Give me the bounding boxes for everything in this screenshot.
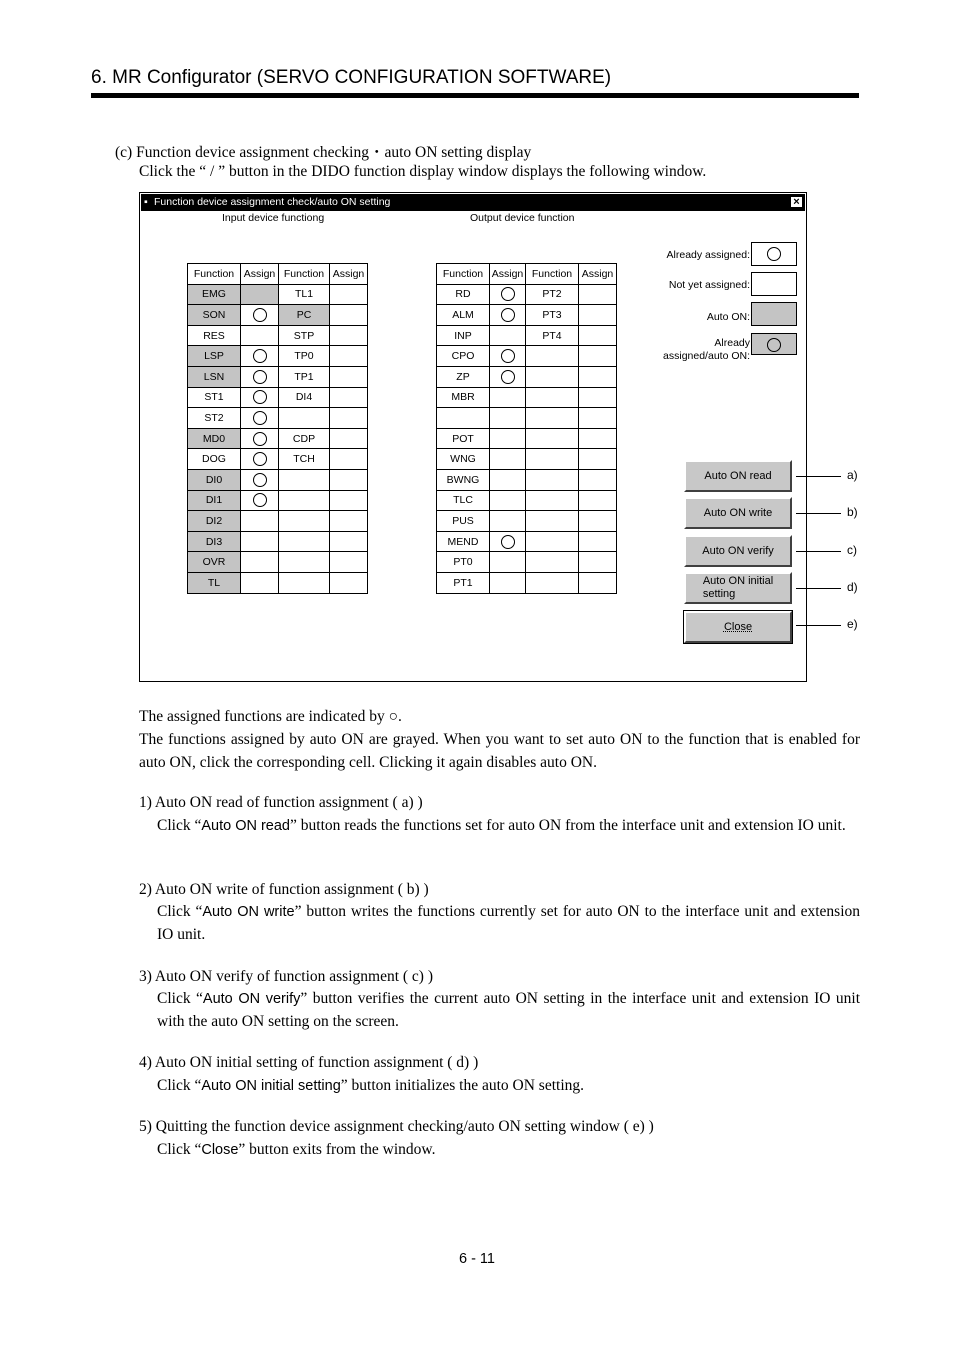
function-cell[interactable]: RES bbox=[188, 325, 241, 346]
function-cell[interactable] bbox=[526, 469, 579, 490]
item-4-title: 4) Auto ON initial setting of function assignment ( d) ) bbox=[139, 1054, 479, 1071]
assigned-circle-icon bbox=[253, 432, 267, 446]
function-cell[interactable]: BWNG bbox=[437, 469, 490, 490]
function-cell[interactable] bbox=[526, 490, 579, 511]
assigned-circle-icon bbox=[501, 370, 515, 384]
assign-cell[interactable] bbox=[241, 387, 279, 408]
button-name: Auto ON verify bbox=[202, 991, 301, 1007]
header-rule bbox=[91, 93, 859, 98]
legend-auto-on-box bbox=[751, 302, 797, 326]
assign-cell[interactable] bbox=[330, 552, 368, 573]
function-cell[interactable] bbox=[279, 408, 330, 429]
assign-cell[interactable] bbox=[330, 366, 368, 387]
text: Click “ bbox=[157, 903, 203, 920]
item-1-title: 1) Auto ON read of function assignment ( a) ) bbox=[139, 794, 423, 811]
function-cell[interactable] bbox=[279, 552, 330, 573]
function-cell[interactable]: STP bbox=[279, 325, 330, 346]
legend-not-yet-assigned-label: Not yet assigned: bbox=[668, 279, 750, 291]
function-cell[interactable]: DI4 bbox=[279, 387, 330, 408]
input-function-table bbox=[187, 263, 368, 594]
assign-cell[interactable] bbox=[330, 490, 368, 511]
function-cell[interactable] bbox=[526, 366, 579, 387]
assign-cell[interactable] bbox=[330, 572, 368, 593]
callout-line-e bbox=[796, 625, 841, 626]
function-cell[interactable] bbox=[526, 552, 579, 573]
table-row bbox=[437, 469, 617, 490]
function-cell[interactable]: WNG bbox=[437, 449, 490, 470]
assign-cell[interactable] bbox=[241, 284, 279, 305]
assigned-circle-icon bbox=[253, 370, 267, 384]
table-row bbox=[188, 387, 368, 408]
legend-line-1: Already bbox=[714, 337, 750, 349]
assign-cell[interactable] bbox=[241, 305, 279, 326]
function-cell[interactable]: EMG bbox=[188, 284, 241, 305]
assigned-circle-icon bbox=[253, 349, 267, 363]
assign-cell[interactable] bbox=[490, 428, 526, 449]
column-header: Assign bbox=[241, 264, 279, 285]
function-cell[interactable]: MBR bbox=[437, 387, 490, 408]
assign-cell[interactable] bbox=[241, 346, 279, 367]
assign-cell[interactable] bbox=[579, 511, 617, 532]
table-row bbox=[188, 408, 368, 429]
column-header: Function bbox=[437, 264, 490, 285]
item-2-title: 2) Auto ON write of function assignment ( b) ) bbox=[139, 881, 429, 898]
assign-cell[interactable] bbox=[490, 531, 526, 552]
function-cell[interactable] bbox=[526, 408, 579, 429]
table-row bbox=[188, 284, 368, 305]
circle-icon bbox=[767, 247, 781, 261]
callout-label-b: b) bbox=[847, 505, 858, 519]
table-row bbox=[437, 572, 617, 593]
function-cell[interactable] bbox=[279, 572, 330, 593]
legend-line-2: assigned/auto ON: bbox=[663, 350, 750, 362]
function-cell[interactable]: SON bbox=[188, 305, 241, 326]
assign-cell[interactable] bbox=[579, 449, 617, 470]
column-header: Function bbox=[188, 264, 241, 285]
assigned-circle-icon bbox=[501, 308, 515, 322]
column-header: Assign bbox=[579, 264, 617, 285]
column-header: Function bbox=[279, 264, 330, 285]
assign-cell[interactable] bbox=[579, 346, 617, 367]
window-titlebar bbox=[141, 194, 805, 211]
function-cell[interactable] bbox=[279, 469, 330, 490]
legend-not-yet-assigned-box bbox=[751, 272, 797, 296]
legend-already-assigned-box bbox=[751, 242, 797, 266]
function-cell[interactable]: ALM bbox=[437, 305, 490, 326]
auto-on-initial-setting-button[interactable] bbox=[684, 572, 792, 604]
button-label-line-2: setting bbox=[702, 588, 736, 600]
assign-cell[interactable] bbox=[330, 531, 368, 552]
function-cell[interactable] bbox=[526, 572, 579, 593]
assign-cell[interactable] bbox=[241, 325, 279, 346]
assign-cell[interactable] bbox=[330, 346, 368, 367]
function-cell[interactable] bbox=[437, 408, 490, 429]
assign-cell[interactable] bbox=[241, 572, 279, 593]
text: ” button verifies the current auto ON setting in the interface unit and extension IO unit with the auto ON setting on the screen. bbox=[157, 990, 860, 1030]
table-row bbox=[188, 325, 368, 346]
function-cell[interactable]: OVR bbox=[188, 552, 241, 573]
assign-cell[interactable] bbox=[330, 449, 368, 470]
auto-on-read-button[interactable] bbox=[684, 460, 792, 492]
text: ” button exits from the window. bbox=[238, 1141, 436, 1158]
legend-auto-on-label: Auto ON: bbox=[706, 311, 750, 323]
function-cell[interactable] bbox=[279, 490, 330, 511]
function-cell[interactable] bbox=[526, 387, 579, 408]
item-4-text bbox=[157, 1075, 860, 1098]
callout-label-a: a) bbox=[847, 468, 858, 482]
table-row bbox=[188, 511, 368, 532]
button-label: Close bbox=[723, 620, 753, 633]
assign-cell[interactable] bbox=[330, 428, 368, 449]
callout-label-c: c) bbox=[847, 543, 857, 557]
assign-cell[interactable] bbox=[241, 531, 279, 552]
section-title: (c) Function device assignment checking・auto ON setting display bbox=[115, 144, 532, 161]
function-cell[interactable] bbox=[526, 428, 579, 449]
assign-cell[interactable] bbox=[241, 428, 279, 449]
text: Click “ bbox=[157, 1141, 202, 1158]
function-cell[interactable]: DI3 bbox=[188, 531, 241, 552]
assign-cell[interactable] bbox=[490, 408, 526, 429]
table-row bbox=[437, 531, 617, 552]
assign-cell[interactable] bbox=[579, 387, 617, 408]
circle-icon bbox=[767, 338, 781, 352]
text: Click “ bbox=[157, 1077, 202, 1094]
output-function-table bbox=[436, 263, 617, 594]
item-2-text bbox=[157, 901, 860, 946]
window-title: Function device assignment check/auto ON setting bbox=[154, 196, 391, 208]
function-cell[interactable]: PT4 bbox=[526, 325, 579, 346]
text: Click “ bbox=[157, 817, 202, 834]
item-5-title: 5) Quitting the function device assignment checking/auto ON setting window ( e) ) bbox=[139, 1118, 654, 1135]
assign-cell[interactable] bbox=[241, 511, 279, 532]
assign-cell[interactable] bbox=[579, 366, 617, 387]
assign-cell[interactable] bbox=[490, 511, 526, 532]
assign-cell[interactable] bbox=[490, 449, 526, 470]
text: Click “ bbox=[157, 990, 203, 1007]
assigned-circle-icon bbox=[253, 390, 267, 404]
table-row bbox=[437, 449, 617, 470]
assign-cell[interactable] bbox=[241, 552, 279, 573]
assign-cell[interactable] bbox=[579, 428, 617, 449]
function-cell[interactable]: LSP bbox=[188, 346, 241, 367]
button-label: Auto ON write bbox=[703, 506, 773, 519]
button-name: Auto ON write bbox=[202, 904, 295, 920]
function-cell[interactable]: CDP bbox=[279, 428, 330, 449]
item-1-text bbox=[157, 815, 860, 838]
callout-line-c bbox=[796, 551, 841, 552]
function-cell[interactable]: POT bbox=[437, 428, 490, 449]
table-row bbox=[188, 366, 368, 387]
function-cell[interactable]: MEND bbox=[437, 531, 490, 552]
function-cell[interactable]: RD bbox=[437, 284, 490, 305]
callout-line-a bbox=[796, 476, 841, 477]
function-cell[interactable]: ZP bbox=[437, 366, 490, 387]
assign-cell[interactable] bbox=[330, 408, 368, 429]
table-row bbox=[188, 490, 368, 511]
auto-on-verify-button[interactable] bbox=[684, 535, 792, 567]
assign-cell[interactable] bbox=[241, 490, 279, 511]
table-row bbox=[437, 325, 617, 346]
table-row bbox=[437, 346, 617, 367]
function-cell[interactable]: PC bbox=[279, 305, 330, 326]
assigned-circle-icon bbox=[253, 493, 267, 507]
function-cell[interactable]: ST2 bbox=[188, 408, 241, 429]
legend-already-assigned-label: Already assigned: bbox=[666, 249, 750, 261]
item-5-text bbox=[157, 1139, 860, 1162]
item-3-title: 3) Auto ON verify of function assignment ( c) ) bbox=[139, 968, 434, 985]
text: ” button initializes the auto ON setting. bbox=[340, 1077, 584, 1094]
assign-cell[interactable] bbox=[490, 552, 526, 573]
assign-cell[interactable] bbox=[579, 305, 617, 326]
button-label bbox=[703, 575, 773, 601]
function-cell[interactable] bbox=[279, 511, 330, 532]
function-cell[interactable]: DI1 bbox=[188, 490, 241, 511]
table-header-row bbox=[437, 264, 617, 285]
button-label: Auto ON read bbox=[704, 469, 772, 482]
assign-cell[interactable] bbox=[330, 325, 368, 346]
table-row bbox=[437, 552, 617, 573]
function-cell[interactable]: PT2 bbox=[526, 284, 579, 305]
assign-cell[interactable] bbox=[579, 284, 617, 305]
assign-cell[interactable] bbox=[579, 531, 617, 552]
function-cell[interactable]: INP bbox=[437, 325, 490, 346]
table-row bbox=[437, 284, 617, 305]
assign-cell[interactable] bbox=[579, 490, 617, 511]
assign-cell[interactable] bbox=[579, 325, 617, 346]
assign-cell[interactable] bbox=[490, 387, 526, 408]
table-row bbox=[188, 531, 368, 552]
table-row bbox=[437, 408, 617, 429]
assign-cell[interactable] bbox=[490, 346, 526, 367]
function-cell[interactable] bbox=[526, 511, 579, 532]
function-cell[interactable]: TP1 bbox=[279, 366, 330, 387]
function-cell[interactable]: ST1 bbox=[188, 387, 241, 408]
assigned-circle-icon bbox=[501, 349, 515, 363]
table-row bbox=[437, 305, 617, 326]
assign-cell[interactable] bbox=[490, 572, 526, 593]
assigned-circle-icon bbox=[253, 452, 267, 466]
function-cell[interactable]: DOG bbox=[188, 449, 241, 470]
function-cell[interactable]: TCH bbox=[279, 449, 330, 470]
function-cell[interactable]: CPO bbox=[437, 346, 490, 367]
table-row bbox=[437, 428, 617, 449]
assign-cell[interactable] bbox=[579, 572, 617, 593]
button-name: Close bbox=[201, 1142, 239, 1158]
legend-assigned-auto-on-box bbox=[751, 333, 797, 355]
function-cell[interactable] bbox=[526, 449, 579, 470]
function-cell[interactable]: TL bbox=[188, 572, 241, 593]
page-number: 6 - 11 bbox=[458, 1251, 495, 1267]
assign-cell[interactable] bbox=[490, 469, 526, 490]
table-row bbox=[188, 346, 368, 367]
table-row bbox=[188, 428, 368, 449]
table-row bbox=[188, 572, 368, 593]
close-button[interactable] bbox=[684, 611, 792, 643]
function-cell[interactable]: MD0 bbox=[188, 428, 241, 449]
table-row bbox=[188, 469, 368, 490]
assign-cell[interactable] bbox=[330, 284, 368, 305]
table-row bbox=[437, 490, 617, 511]
assign-cell[interactable] bbox=[330, 305, 368, 326]
table-row bbox=[188, 305, 368, 326]
assign-cell[interactable] bbox=[490, 284, 526, 305]
assign-cell[interactable] bbox=[490, 366, 526, 387]
page-header-title: 6. MR Configurator (SERVO CONFIGURATION SOFTWARE) bbox=[91, 67, 612, 88]
window-system-icon: ▪ bbox=[144, 196, 148, 208]
input-group-label: Input device functiong bbox=[222, 212, 325, 224]
button-label: Auto ON verify bbox=[702, 544, 774, 557]
callout-line-d bbox=[796, 588, 841, 589]
assign-cell[interactable] bbox=[330, 387, 368, 408]
function-cell[interactable]: TLC bbox=[437, 490, 490, 511]
column-header: Assign bbox=[330, 264, 368, 285]
function-cell[interactable]: TP0 bbox=[279, 346, 330, 367]
assign-cell[interactable] bbox=[579, 408, 617, 429]
column-header: Assign bbox=[490, 264, 526, 285]
text: ” button reads the functions set for auto ON from the interface unit and extension IO unit. bbox=[290, 817, 846, 834]
assign-cell[interactable] bbox=[579, 552, 617, 573]
assign-cell[interactable] bbox=[241, 366, 279, 387]
callout-line-b bbox=[796, 513, 841, 514]
function-cell[interactable]: PT0 bbox=[437, 552, 490, 573]
assign-cell[interactable] bbox=[241, 469, 279, 490]
assign-cell[interactable] bbox=[330, 469, 368, 490]
assigned-circle-icon bbox=[253, 411, 267, 425]
callout-label-e: e) bbox=[847, 617, 858, 631]
function-cell[interactable] bbox=[526, 346, 579, 367]
output-group-label: Output device function bbox=[470, 212, 575, 224]
table-row bbox=[188, 552, 368, 573]
function-cell[interactable]: DI2 bbox=[188, 511, 241, 532]
table-row bbox=[188, 449, 368, 470]
assign-cell[interactable] bbox=[579, 469, 617, 490]
function-cell[interactable]: DI0 bbox=[188, 469, 241, 490]
assigned-circle-icon bbox=[501, 287, 515, 301]
assigned-circle-icon bbox=[501, 535, 515, 549]
paragraph-auto-on-grayed: The functions assigned by auto ON are grayed. When you want to set auto ON to the function that is enabled for auto ON, click the corresponding cell. Clicking it again disables auto ON. bbox=[139, 731, 860, 771]
assign-cell[interactable] bbox=[490, 490, 526, 511]
auto-on-write-button[interactable] bbox=[684, 497, 792, 529]
assigned-circle-icon bbox=[253, 308, 267, 322]
paragraph-assigned: The assigned functions are indicated by ○. bbox=[139, 708, 402, 725]
table-row bbox=[437, 387, 617, 408]
assigned-circle-icon bbox=[253, 473, 267, 487]
button-label-line-1: Auto ON initial bbox=[702, 575, 774, 587]
column-header: Function bbox=[526, 264, 579, 285]
assign-cell[interactable] bbox=[241, 408, 279, 429]
assign-cell[interactable] bbox=[330, 511, 368, 532]
button-name: Auto ON read bbox=[201, 818, 291, 834]
text: ” button writes the functions currently set for auto ON to the interface unit and extension IO unit. bbox=[157, 903, 861, 943]
table-header-row bbox=[188, 264, 368, 285]
assign-cell[interactable] bbox=[490, 305, 526, 326]
callout-label-d: d) bbox=[847, 580, 858, 594]
function-cell[interactable] bbox=[526, 531, 579, 552]
function-cell[interactable]: PUS bbox=[437, 511, 490, 532]
function-cell[interactable]: LSN bbox=[188, 366, 241, 387]
assign-cell[interactable] bbox=[241, 449, 279, 470]
window-close-button[interactable]: × bbox=[790, 196, 803, 208]
function-cell[interactable]: PT3 bbox=[526, 305, 579, 326]
function-cell[interactable]: TL1 bbox=[279, 284, 330, 305]
table-row bbox=[437, 366, 617, 387]
function-cell[interactable] bbox=[279, 531, 330, 552]
section-intro: Click the “ / ” button in the DIDO function display window displays the following window. bbox=[139, 163, 707, 180]
button-name: Auto ON initial setting bbox=[201, 1078, 341, 1094]
assign-cell[interactable] bbox=[490, 325, 526, 346]
table-row bbox=[437, 511, 617, 532]
function-cell[interactable]: PT1 bbox=[437, 572, 490, 593]
legend-assigned-auto-on-label bbox=[620, 337, 750, 363]
item-3-text bbox=[157, 988, 860, 1033]
